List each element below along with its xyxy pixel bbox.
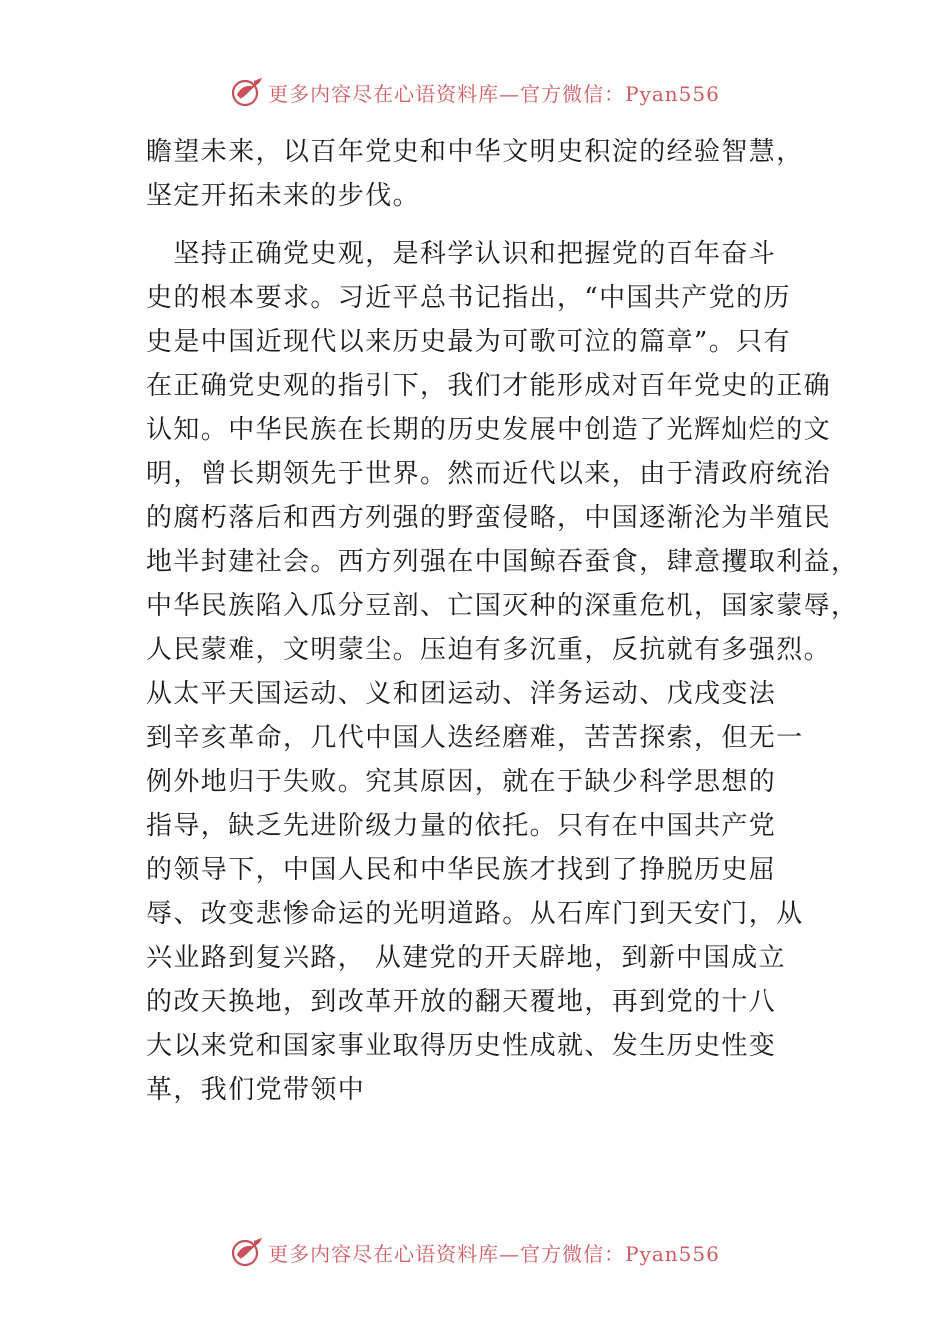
- text-line: 史是中国近现代以来历史最为可歌可泣的篇章”。只有: [146, 327, 791, 357]
- text-line: 大以来党和国家事业取得历史性成就、发生历史性变: [146, 1031, 777, 1061]
- article-body: [146, 130, 859, 1112]
- text-line: 瞻望未来，以百年党史和中华文明史积淀的经验智慧，: [146, 137, 804, 167]
- text-line: 的领导下，中国人民和中华民族才找到了挣脱历史屈: [146, 855, 777, 885]
- text-line: 例外地归于失败。究其原因，就在于缺少科学思想的: [146, 767, 777, 797]
- quill-logo-icon: [230, 1235, 264, 1269]
- header-banner: [0, 72, 950, 112]
- text-line: 的改天换地，到改革开放的翻天覆地，再到党的十八: [146, 987, 777, 1017]
- paragraph: [146, 130, 846, 218]
- text-line: 的腐朽落后和西方列强的野蛮侵略，中国逐渐沦为半殖民: [146, 503, 832, 533]
- text-line: 认知。中华民族在长期的历史发展中创造了光辉灿烂的文: [146, 415, 832, 445]
- text-line: 在正确党史观的指引下，我们才能形成对百年党史的正确: [146, 371, 832, 401]
- text-line: 到辛亥革命，几代中国人迭经磨难，苦苦探索，但无一: [146, 723, 804, 753]
- text-line: 指导，缺乏先进阶级力量的依托。只有在中国共产党: [146, 811, 777, 841]
- text-line: 辱、改变悲惨命运的光明道路。从石库门到天安门，从: [146, 899, 804, 929]
- text-line: 中华民族陷入瓜分豆剖、亡国灭种的深重危机，国家蒙辱，: [146, 591, 859, 621]
- text-line: 明，曾长期领先于世界。然而近代以来，由于清政府统治: [146, 459, 832, 489]
- text-line: 人民蒙难，文明蒙尘。压迫有多沉重，反抗就有多强烈。: [146, 635, 832, 665]
- quill-logo-icon: [230, 75, 264, 109]
- text-line: 坚持正确党史观，是科学认识和把握党的百年奋斗: [146, 239, 777, 269]
- text-line: 史的根本要求。习近平总书记指出，“中国共产党的历: [146, 283, 791, 313]
- text-line: 兴业路到复兴路， 从建党的开天辟地，到新中国成立: [146, 943, 786, 973]
- text-line: 革，我们党带领中: [146, 1075, 366, 1105]
- footer-banner-text: 更多内容尽在心语资料库—官方微信：Pyan556: [268, 1241, 720, 1266]
- text-line: 地半封建社会。西方列强在中国鲸吞蚕食，肆意攫取利益，: [146, 547, 859, 577]
- footer-banner: [0, 1232, 950, 1272]
- header-banner-text: 更多内容尽在心语资料库—官方微信：Pyan556: [268, 81, 720, 106]
- text-line: 从太平天国运动、义和团运动、洋务运动、戊戌变法: [146, 679, 777, 709]
- text-line: 坚定开拓未来的步伐。: [146, 181, 421, 211]
- paragraph: [146, 232, 859, 1112]
